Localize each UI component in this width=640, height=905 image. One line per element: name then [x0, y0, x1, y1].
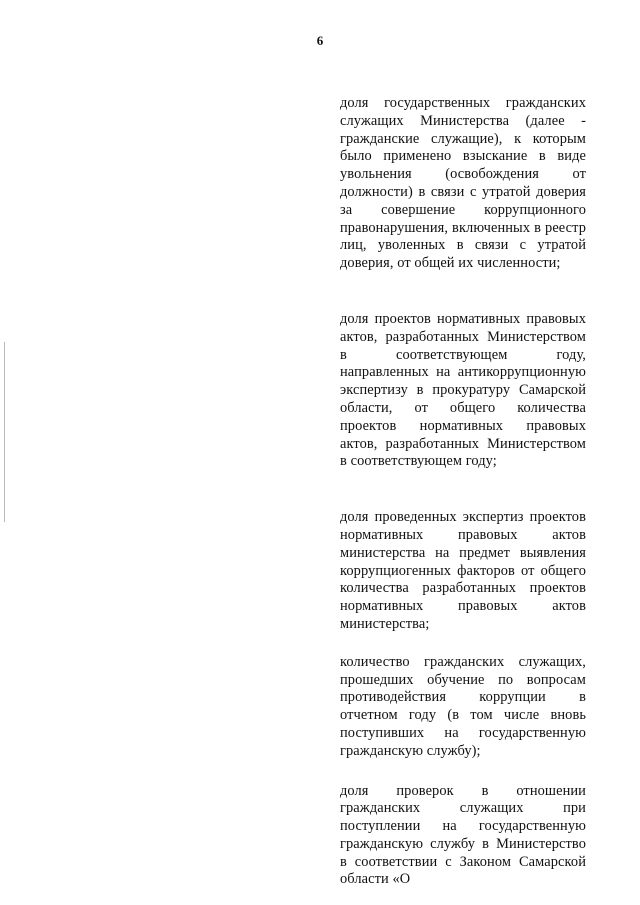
- paragraph-expertise-share: доля проведенных экспертиз проектов нормативных правовых актов министерства на предмет выявления коррупциогенных факторов от общего количества разработанных проектов нормативных правовых актов министерства;: [340, 509, 586, 632]
- paragraph-inspections-share: доля проверок в отношении гражданских служащих при поступлении на государственную гражданскую службу в Министерство в соответствии с Законом Самарской области «О: [340, 782, 586, 888]
- paragraph-dismissed-employees-share: доля государственных гражданских служащих Министерства (далее - гражданские служащие), к которым было применено взыскание в виде увольнения (освобождения от должности) в связи с утратой доверия за совершение коррупционного правонарушения, включенных в реестр лиц, уволенных в связи с утратой доверия, от общей их численности;: [340, 95, 586, 272]
- page-number: 6: [316, 33, 324, 48]
- paragraph-draft-acts-prosecutor-share: доля проектов нормативных правовых актов, разработанных Министерством в соответствующем году, направленных на антикоррупционную экспертизу в прокуратуру Самарской области, от общего количества проектов нормативных правовых актов, разработанных Министерством в соответствующем году;: [340, 310, 586, 470]
- text-column: [340, 95, 586, 889]
- paragraph-trained-employees-count: количество гражданских служащих, прошедших обучение по вопросам противодействия коррупции в отчетном году (в том числе вновь поступивших на государственную гражданскую службу);: [340, 653, 586, 759]
- scan-margin-line: [4, 342, 5, 522]
